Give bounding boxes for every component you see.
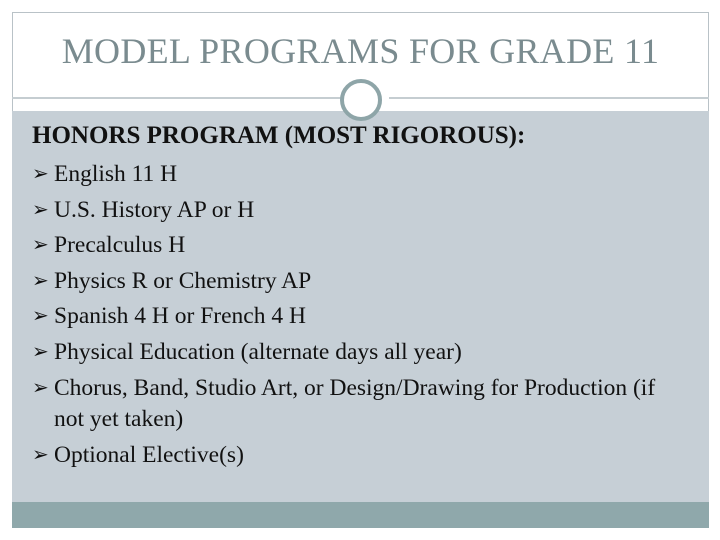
list-item-text: English 11 H bbox=[54, 161, 178, 187]
program-heading: HONORS PROGRAM (MOST RIGOROUS): bbox=[32, 122, 526, 149]
list-item bbox=[32, 157, 672, 193]
list-item bbox=[32, 438, 672, 474]
arrow-bullet-icon: ➢ bbox=[32, 444, 49, 466]
course-list bbox=[32, 157, 672, 474]
list-item bbox=[32, 335, 672, 371]
list-item-text: Physics R or Chemistry AP bbox=[54, 267, 312, 294]
list-item-text: Optional Elective(s) bbox=[54, 442, 244, 468]
list-item bbox=[32, 370, 672, 438]
arrow-bullet-icon: ➢ bbox=[32, 305, 49, 327]
list-item-text: Chorus, Band, Studio Art, or Design/Drawing for Production (if not yet taken) bbox=[54, 375, 656, 432]
list-item-text: Precalculus H bbox=[54, 232, 186, 258]
list-item bbox=[32, 228, 672, 264]
arrow-bullet-icon: ➢ bbox=[32, 269, 49, 292]
list-item bbox=[32, 193, 672, 229]
title-divider-right bbox=[389, 97, 709, 99]
slide-title: MODEL PROGRAMS FOR GRADE 11 bbox=[61, 31, 660, 71]
arrow-bullet-icon: ➢ bbox=[32, 163, 49, 185]
ring-ornament-icon bbox=[340, 79, 382, 121]
list-item-text: Physical Education (alternate days all year) bbox=[54, 338, 462, 365]
title-divider-left bbox=[12, 97, 341, 99]
list-item bbox=[32, 264, 672, 300]
list-item-text: U.S. History AP or H bbox=[54, 196, 255, 223]
arrow-bullet-icon: ➢ bbox=[32, 340, 49, 363]
arrow-bullet-icon: ➢ bbox=[32, 234, 49, 256]
list-item-text: Spanish 4 H or French 4 H bbox=[54, 303, 306, 329]
list-item bbox=[32, 299, 672, 335]
arrow-bullet-icon: ➢ bbox=[32, 377, 49, 399]
footer-bar bbox=[12, 502, 709, 528]
arrow-bullet-icon: ➢ bbox=[32, 198, 49, 221]
